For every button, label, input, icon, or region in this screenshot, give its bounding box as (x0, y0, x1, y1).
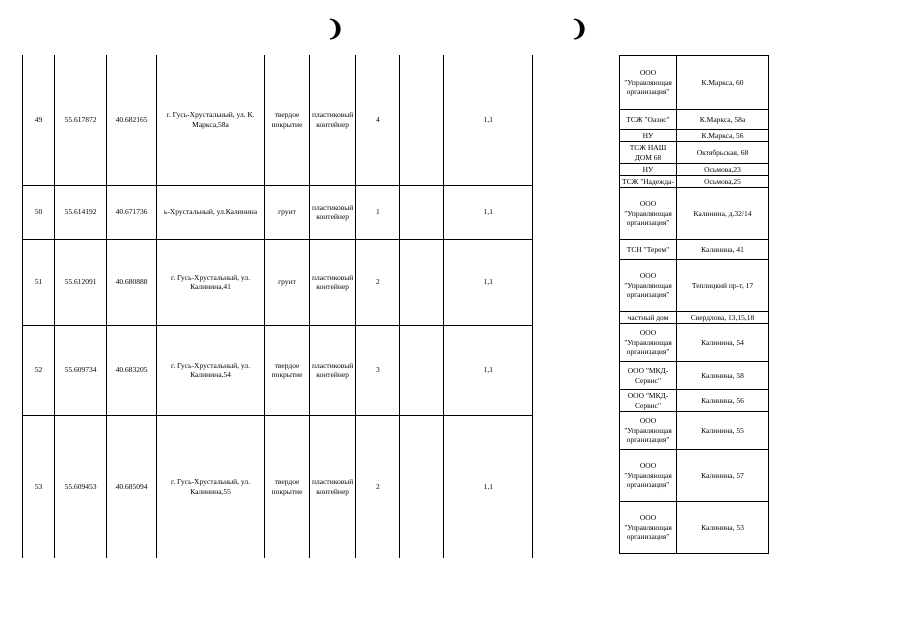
row-number: 53 (23, 415, 55, 558)
page-mark-right: ❩ (570, 16, 589, 41)
empty-cell (400, 325, 444, 415)
table-row (620, 188, 769, 240)
container-count: 3 (356, 325, 400, 415)
building-address: Октябрьская, 68 (677, 142, 769, 164)
building-address: Осьмова,25 (677, 176, 769, 188)
building-address: Осьмова,23 (677, 164, 769, 176)
latitude: 55.612091 (55, 239, 107, 325)
latitude: 55.609734 (55, 325, 107, 415)
table-row (620, 362, 769, 390)
latitude: 55.614192 (55, 185, 107, 239)
surface-type: грунт (265, 185, 310, 239)
organization-name: ТСН "Терем" (620, 240, 677, 260)
latitude: 55.617872 (55, 55, 107, 185)
building-address: Калинина, 56 (677, 390, 769, 412)
longitude: 40.683205 (107, 325, 157, 415)
organization-name: ООО "МКД-Сервис" (620, 390, 677, 412)
container-volume: 1,1 (444, 185, 533, 239)
organization-name: ТСЖ НАШ ДОМ 68 (620, 142, 677, 164)
organization-name: ООО "Управляющая организация" (620, 260, 677, 312)
organization-name: частный дом (620, 312, 677, 324)
organization-name: ТСЖ "Надежда- (620, 176, 677, 188)
organization-name: ООО "Управляющая организация" (620, 502, 677, 554)
empty-cell (400, 185, 444, 239)
empty-cell (400, 415, 444, 558)
organization-name: ООО "Управляющая организация" (620, 188, 677, 240)
building-address: Теплицкий пр-т, 17 (677, 260, 769, 312)
building-address: К.Маркса, 58а (677, 110, 769, 130)
site-address: г. Гусь-Хрустальный, ул. Калинина,55 (157, 415, 265, 558)
table-row (23, 185, 533, 239)
table-row (620, 312, 769, 324)
building-address: К.Маркса, 56 (677, 130, 769, 142)
building-address: Свердлова, 13,15,18 (677, 312, 769, 324)
building-address: Калинина, 55 (677, 412, 769, 450)
longitude: 40.685094 (107, 415, 157, 558)
table-row (620, 56, 769, 110)
organization-name: ООО "Управляющая организация" (620, 412, 677, 450)
longitude: 40.680888 (107, 239, 157, 325)
container-type: пластиковый контейнер (310, 325, 356, 415)
waste-generators-table (619, 55, 769, 554)
organization-name: НУ (620, 164, 677, 176)
longitude: 40.682165 (107, 55, 157, 185)
building-address: Калинина, 57 (677, 450, 769, 502)
organization-name: НУ (620, 130, 677, 142)
table-row (620, 502, 769, 554)
latitude: 55.609453 (55, 415, 107, 558)
table-row (23, 239, 533, 325)
row-number: 52 (23, 325, 55, 415)
row-number: 49 (23, 55, 55, 185)
table-row (620, 450, 769, 502)
container-volume: 1,1 (444, 325, 533, 415)
table-row (620, 142, 769, 164)
table-row (23, 55, 533, 185)
surface-type: грунт (265, 239, 310, 325)
table-row (23, 325, 533, 415)
building-address: Калинина, 41 (677, 240, 769, 260)
table-row (620, 176, 769, 188)
table-row (620, 390, 769, 412)
building-address: Калинина, 54 (677, 324, 769, 362)
organization-name: ООО "Управляющая организация" (620, 56, 677, 110)
site-address: г. Гусь-Хрустальный, ул. Калинина,54 (157, 325, 265, 415)
table-row (620, 412, 769, 450)
surface-type: твердое покрытие (265, 325, 310, 415)
table-row (620, 110, 769, 130)
row-number: 51 (23, 239, 55, 325)
site-address: г. Гусь-Хрустальный, ул. Калинина,41 (157, 239, 265, 325)
page-mark-left: ❩ (326, 16, 345, 41)
empty-cell (400, 55, 444, 185)
table-row (620, 324, 769, 362)
table-row (620, 130, 769, 142)
organization-name: ООО "Управляющая организация" (620, 324, 677, 362)
building-address: Калинина, 53 (677, 502, 769, 554)
longitude: 40.671736 (107, 185, 157, 239)
container-volume: 1,1 (444, 239, 533, 325)
empty-cell (400, 239, 444, 325)
surface-type: твердое покрытие (265, 55, 310, 185)
container-type: пластиковый контейнер (310, 415, 356, 558)
building-address: К.Маркса, 60 (677, 56, 769, 110)
row-number: 50 (23, 185, 55, 239)
container-volume: 1,1 (444, 415, 533, 558)
container-volume: 1,1 (444, 55, 533, 185)
site-address: г. Гусь-Хрустальный, ул. К. Маркса,58а (157, 55, 265, 185)
surface-type: твердое покрытие (265, 415, 310, 558)
container-type: пластиковый контейнер (310, 239, 356, 325)
container-type: пластиковый контейнер (310, 185, 356, 239)
table-row (620, 164, 769, 176)
organization-name: ООО "МКД-Сервис" (620, 362, 677, 390)
building-address: Калинина, д.32/14 (677, 188, 769, 240)
site-address: ь-Хрустальный, ул.Калинина (157, 185, 265, 239)
container-count: 2 (356, 415, 400, 558)
organization-name: ТСЖ "Оазис" (620, 110, 677, 130)
building-address: Калинина, 58 (677, 362, 769, 390)
container-sites-table (22, 55, 533, 558)
table-row (23, 415, 533, 558)
container-type: пластиковый контейнер (310, 55, 356, 185)
table-row (620, 260, 769, 312)
table-row (620, 240, 769, 260)
container-count: 1 (356, 185, 400, 239)
container-count: 4 (356, 55, 400, 185)
container-count: 2 (356, 239, 400, 325)
organization-name: ООО "Управляющая организация" (620, 450, 677, 502)
